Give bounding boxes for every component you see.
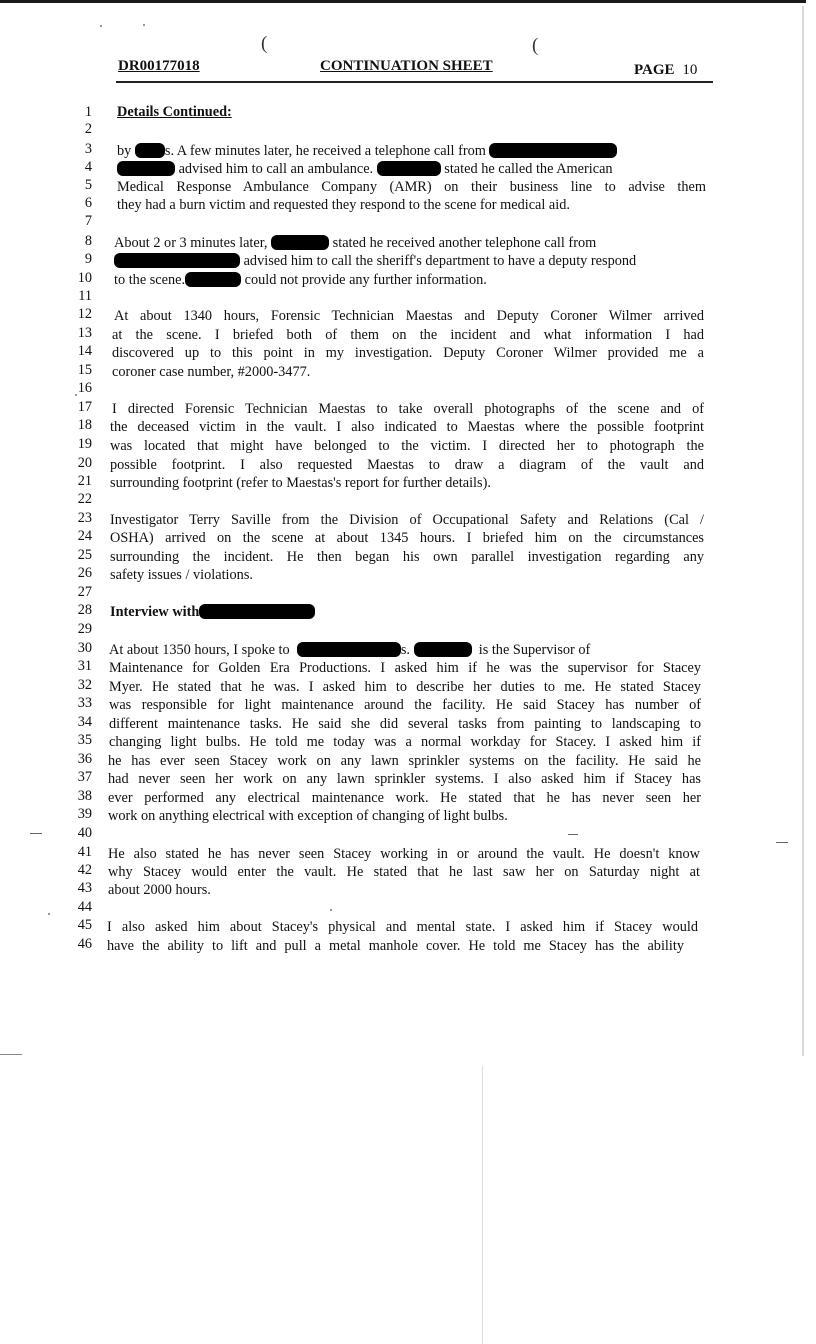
redaction-block <box>414 642 472 657</box>
line-number: 17 <box>77 399 92 415</box>
redaction-block <box>114 253 240 268</box>
text-fragment: s. <box>400 642 410 658</box>
text-fragment: advised him to call the sheriff's department to have a deputy respond <box>243 253 637 269</box>
line-number: 1 <box>84 104 92 120</box>
text-line: about 2000 hours. <box>108 882 211 898</box>
redaction-block <box>271 235 329 250</box>
text-line: the deceased victim in the vault. I also indicated to Maestas where the possible footprint <box>110 419 704 435</box>
line-number: 32 <box>77 677 92 693</box>
line-number: 29 <box>77 621 92 637</box>
redaction-block <box>377 161 441 176</box>
text-line: they had a burn victim and requested they respond to the scene for medical aid. <box>117 197 570 213</box>
text-line <box>114 253 636 270</box>
margin-tick <box>30 833 42 834</box>
line-number: 44 <box>77 899 92 915</box>
line-number: 30 <box>77 640 92 656</box>
line-number: 18 <box>77 417 92 433</box>
text-fragment: At about 1350 hours, I spoke to <box>109 642 290 658</box>
redaction-block <box>297 642 401 657</box>
line-number: 41 <box>77 844 92 860</box>
text-line: I also asked him about Stacey's physical and mental state. I asked him if Stacey would <box>107 919 698 935</box>
text-line: safety issues / violations. <box>110 567 253 583</box>
text-fragment: stated he received another telephone call from <box>332 235 597 251</box>
line-number: 16 <box>77 380 92 396</box>
text-line <box>114 272 487 289</box>
text-line <box>117 161 613 178</box>
text-line: work on anything electrical with exception of changing of light bulbs. <box>108 808 508 824</box>
line-number: 5 <box>84 177 92 193</box>
line-number: 12 <box>77 306 92 322</box>
document-id: DR00177018 <box>118 58 200 74</box>
line-number: 42 <box>77 862 92 878</box>
text-line: changing light bulbs. He told me today was a normal workday for Stacey. I asked him if <box>109 734 701 750</box>
line-number: 31 <box>77 658 92 674</box>
line-number: 11 <box>78 288 92 304</box>
text-line: surrounding footprint (refer to Maestas's report for further details). <box>110 475 491 491</box>
line-number: 15 <box>77 362 92 378</box>
text-fragment: s. A few minutes later, he received a telephone call from <box>164 143 486 159</box>
text-line: was responsible for light maintenance around the facility. He said Stacey has number of <box>109 697 701 713</box>
text-line <box>114 235 596 252</box>
line-number: 9 <box>84 251 92 267</box>
text-line: surrounding the incident. He then began his own parallel investigation regarding any <box>110 549 704 565</box>
page-number: 10 <box>682 62 698 78</box>
text-line: why Stacey would enter the vault. He stated that he last saw her on Saturday night at <box>108 864 700 880</box>
line-number: 38 <box>77 788 92 804</box>
line-number: 26 <box>77 565 92 581</box>
margin-tick <box>776 842 788 843</box>
margin-mark <box>0 1054 22 1055</box>
text-fragment: advised him to call an ambulance. <box>178 161 374 177</box>
line-number: 34 <box>77 714 92 730</box>
line-number: 43 <box>77 880 92 896</box>
line-number: 39 <box>77 806 92 822</box>
text-line: different maintenance tasks. He said she did several tasks from painting to landscaping to <box>109 716 701 732</box>
line-number: 2 <box>84 121 92 137</box>
line-number: 21 <box>77 473 92 489</box>
line-number: 14 <box>77 343 92 359</box>
fold-crease <box>482 1066 483 1344</box>
speck <box>143 24 145 26</box>
speck <box>330 909 332 911</box>
text-line: Myer. He stated that he was. I asked him to describe her duties to me. He stated Stacey <box>109 679 701 695</box>
text-line: Investigator Terry Saville from the Division of Occupational Safety and Relations (Cal / <box>110 512 704 528</box>
top-edge-line <box>0 0 806 3</box>
line-number: 45 <box>77 917 92 933</box>
stray-mark <box>568 834 578 835</box>
text-line: possible footprint. I also requested Maestas to draw a diagram of the vault and <box>110 457 704 473</box>
line-number: 22 <box>77 491 92 507</box>
right-edge-line <box>802 6 804 1056</box>
line-number: 27 <box>77 584 92 600</box>
line-number: 24 <box>77 528 92 544</box>
scan-artifact: ( <box>532 35 539 56</box>
redaction-block <box>135 143 165 158</box>
text-line: He also stated he has never seen Stacey working in or around the vault. He doesn't know <box>108 846 700 862</box>
text-line: ever performed any electrical maintenance work. He stated that he has never seen her <box>108 790 701 806</box>
scan-artifact: ( <box>261 33 268 54</box>
page-label: PAGE <box>634 62 675 78</box>
text-line: was located that might have belonged to the victim. I directed her to photograph the <box>110 438 704 454</box>
line-number: 46 <box>77 936 92 952</box>
text-line: I directed Forensic Technician Maestas to take overall photographs of the scene and of <box>112 401 704 417</box>
text-line <box>109 642 590 659</box>
line-number: 23 <box>77 510 92 526</box>
speck <box>48 913 50 915</box>
text-fragment: to the scene. <box>114 272 186 288</box>
line-number: 25 <box>77 547 92 563</box>
redaction-block <box>489 143 617 158</box>
text-line: had never seen her work on any lawn sprinkler systems. I also asked him if Stacey has <box>108 771 701 787</box>
text-line: have the ability to lift and pull a metal manhole cover. He told me Stacey has the ability <box>107 938 684 954</box>
line-number: 13 <box>77 325 92 341</box>
line-number: 37 <box>77 769 92 785</box>
line-number: 40 <box>77 825 92 841</box>
text-line: At about 1340 hours, Forensic Technician Maestas and Deputy Coroner Wilmer arrived <box>114 308 704 324</box>
text-fragment: Interview with <box>110 604 200 620</box>
line-number: 36 <box>77 751 92 767</box>
text-line <box>117 143 617 160</box>
line-number: 8 <box>84 233 92 249</box>
interview-heading <box>110 604 315 621</box>
text-line: Medical Response Ambulance Company (AMR) on their business line to advise them <box>117 179 706 195</box>
sheet-title: CONTINUATION SHEET <box>320 58 493 74</box>
text-fragment: stated he called the American <box>444 161 613 177</box>
text-line: he has ever seen Stacey work on any lawn sprinkler systems on the facility. He said he <box>108 753 701 769</box>
line-number: 19 <box>77 436 92 452</box>
line-number: 7 <box>84 213 92 229</box>
text-fragment: could not provide any further information. <box>244 272 487 288</box>
line-number: 33 <box>77 695 92 711</box>
speck <box>100 25 102 27</box>
redaction-block <box>185 272 241 287</box>
header-rule <box>116 81 713 83</box>
redaction-block <box>199 604 315 619</box>
page-indicator <box>634 62 697 79</box>
text-line: OSHA) arrived on the scene at about 1345 hours. I briefed him on the circumstances <box>110 530 704 546</box>
line-number: 4 <box>84 159 92 175</box>
text-fragment: by <box>117 143 132 159</box>
line-number: 3 <box>84 141 92 157</box>
text-fragment: is the Supervisor of <box>478 642 591 658</box>
line-number: 35 <box>77 732 92 748</box>
text-line: at the scene. I briefed both of them on the incident and what information I had <box>112 327 704 343</box>
text-line: Maintenance for Golden Era Productions. I asked him if he was the supervisor for Stacey <box>109 660 701 676</box>
line-number: 20 <box>77 455 92 471</box>
line-number: 6 <box>84 195 92 211</box>
text-line: coroner case number, #2000-3477. <box>112 364 311 380</box>
line-number: 10 <box>77 270 92 286</box>
line-number: 28 <box>77 602 92 618</box>
section-heading: Details Continued: <box>117 104 232 120</box>
redaction-block <box>117 161 175 176</box>
text-fragment: About 2 or 3 minutes later, <box>114 235 268 251</box>
text-line: discovered up to this point in my investigation. Deputy Coroner Wilmer provided me a <box>112 345 704 361</box>
